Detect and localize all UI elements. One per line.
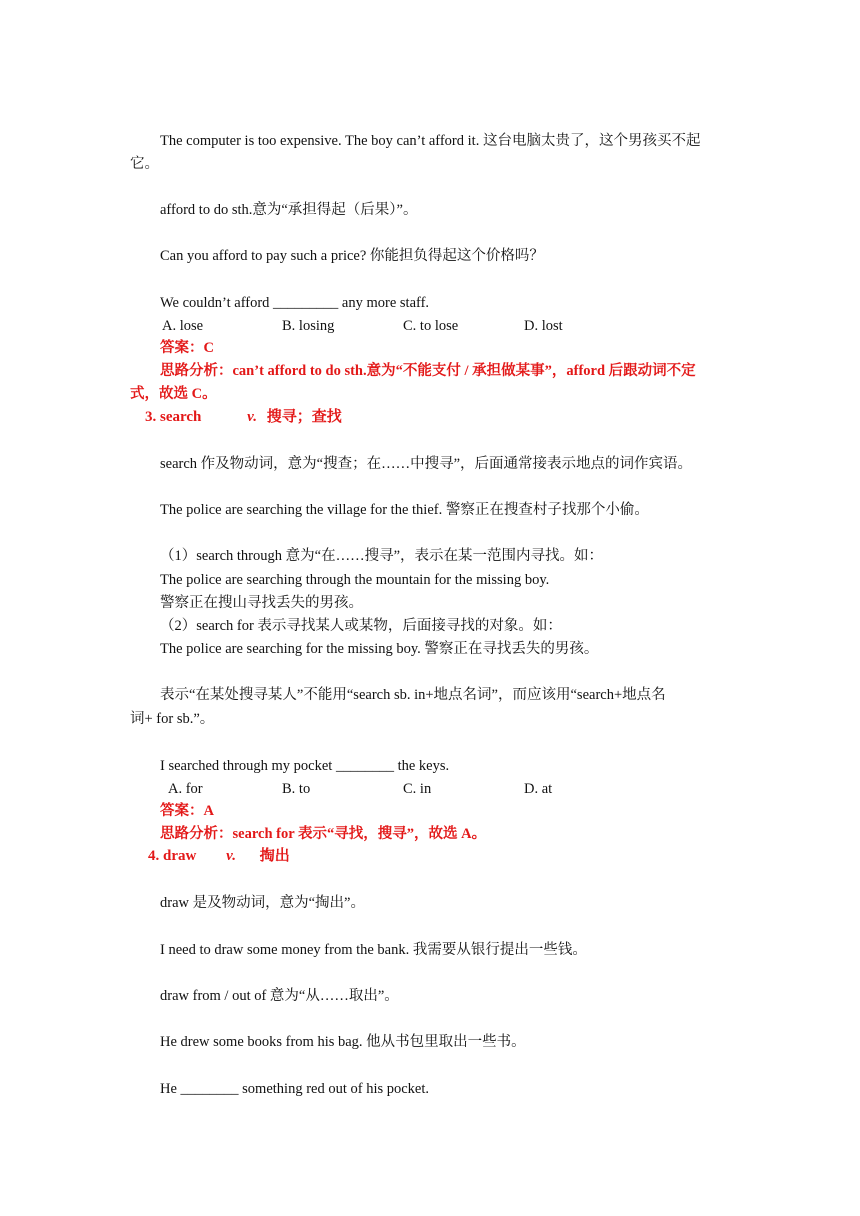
- usage-note-search-place-cont: 词+ for sb.”。: [130, 711, 215, 727]
- usage-note-afford: afford to do sth.意为“承担得起（后果）”。: [160, 202, 418, 218]
- analysis-2: 思路分析：search for 表示“寻找，搜寻”，故选 A。: [160, 826, 487, 842]
- option-c: C. to lose: [403, 318, 459, 334]
- heading-search-pos: v.: [247, 409, 257, 425]
- example-sentence-afford-cont: 它。: [130, 156, 159, 172]
- heading-search: [145, 406, 342, 428]
- usage-note-search: search 作及物动词，意为“搜查；在……中搜寻”，后面通常接表示地点的词作宾语。: [160, 456, 693, 472]
- example-translation-search-mountain: 警察正在搜山寻找丢失的男孩。: [160, 595, 363, 611]
- heading-draw-word: 4. draw: [148, 848, 197, 864]
- example-sentence-afford: The computer is too expensive. The boy can’t afford it. 这台电脑太贵了，这个男孩买不起: [160, 133, 701, 149]
- usage-note-draw: draw 是及物动词，意为“掏出”。: [160, 895, 365, 911]
- example-sentence-draw-books: He drew some books from his bag. 他从书包里取出一些书。: [160, 1034, 526, 1050]
- heading-search-meaning: 搜寻；查找: [266, 409, 342, 425]
- question-3: He ________ something red out of his pocket.: [160, 1081, 430, 1097]
- option-d: D. at: [524, 781, 553, 797]
- usage-note-search-for: （2）search for 表示寻找某人或某物，后面接寻找的对象。如：: [160, 618, 562, 634]
- option-a: A. lose: [162, 318, 204, 334]
- example-sentence-search-village: The police are searching the village for the thief. 警察正在搜查村子找那个小偷。: [160, 502, 649, 518]
- heading-search-word: 3. search: [145, 409, 202, 425]
- option-d: D. lost: [524, 318, 563, 334]
- example-sentence-search-boy: The police are searching for the missing boy. 警察正在寻找丢失的男孩。: [160, 641, 599, 657]
- option-b: B. losing: [282, 318, 335, 334]
- option-c: C. in: [403, 781, 432, 797]
- analysis-1: 思路分析：can’t afford to do sth.意为“不能支付 / 承担做某事”，afford 后跟动词不定: [160, 363, 696, 379]
- example-sentence-search-mountain: The police are searching through the mountain for the missing boy.: [160, 572, 550, 588]
- question-2: I searched through my pocket ________ the keys.: [160, 758, 450, 774]
- answer-2: 答案：A: [160, 803, 214, 819]
- option-b: B. to: [282, 781, 311, 797]
- option-a: A. for: [168, 781, 203, 797]
- heading-draw-pos: v.: [226, 848, 236, 864]
- heading-draw: [148, 845, 290, 867]
- heading-draw-meaning: 掏出: [259, 848, 290, 864]
- example-sentence-afford-price: Can you afford to pay such a price? 你能担负得起这个价格吗？: [160, 248, 544, 264]
- analysis-1-cont: 式，故选 C。: [130, 386, 217, 402]
- question-1: We couldn’t afford _________ any more staff.: [160, 295, 430, 311]
- usage-note-search-place: 表示“在某处搜寻某人”不能用“search sb. in+地点名词”，而应该用“search+地点名: [160, 687, 666, 703]
- answer-1: 答案：C: [160, 340, 214, 356]
- usage-note-draw-from: draw from / out of 意为“从……取出”。: [160, 988, 399, 1004]
- example-sentence-draw-money: I need to draw some money from the bank. 我需要从银行提出一些钱。: [160, 942, 587, 958]
- usage-note-search-through: （1）search through 意为“在……搜寻”，表示在某一范围内寻找。如：: [160, 548, 604, 564]
